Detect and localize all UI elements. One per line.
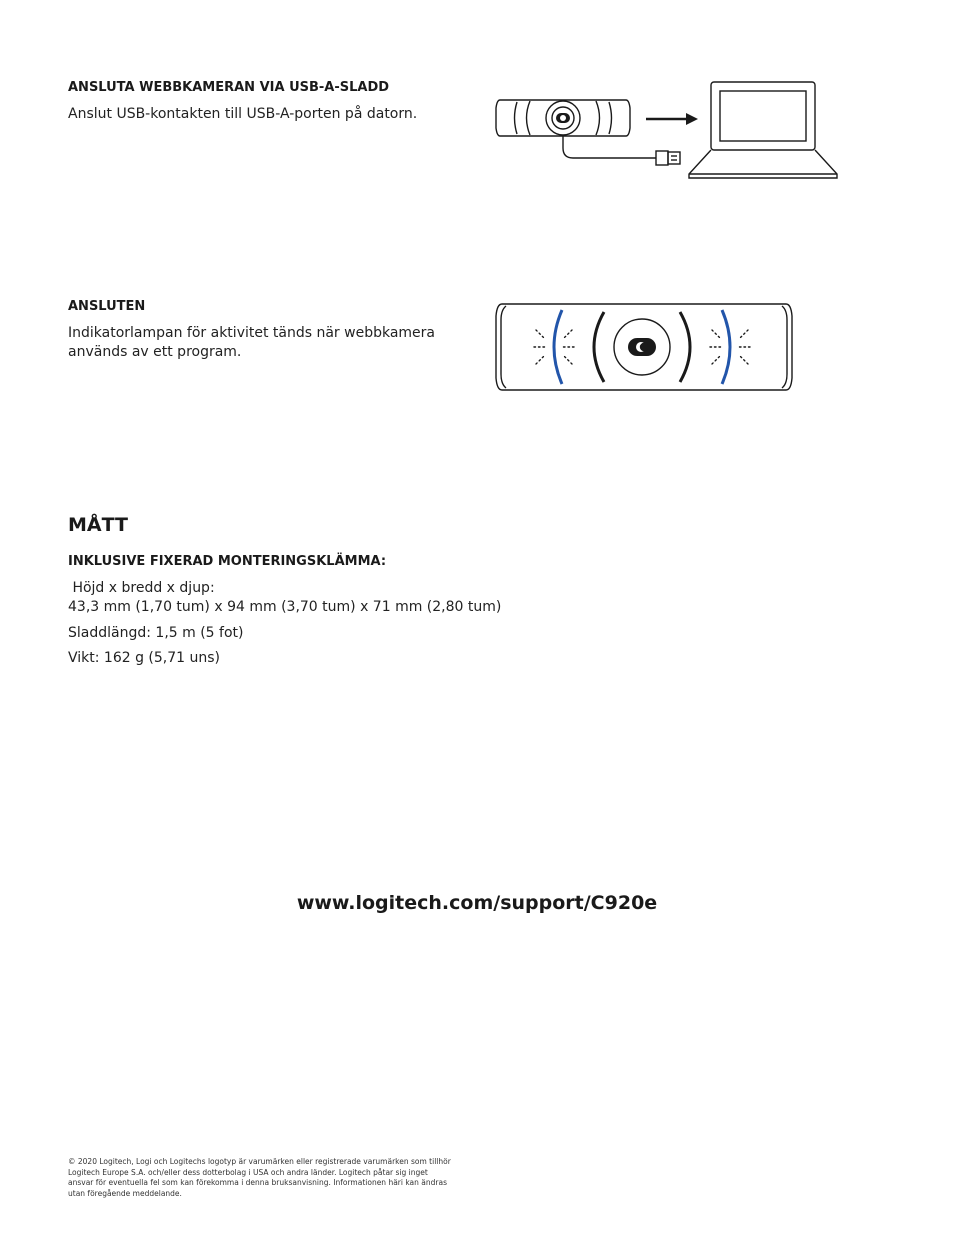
usb-section-body: Anslut USB-kontakten till USB-A-porten på datorn.	[68, 106, 418, 122]
connected-section-body-line2: används av ett program.	[68, 344, 242, 360]
usb-plug-icon	[656, 151, 680, 165]
legal-line: Logitech Europe S.A. och/eller dess dotterbolag i USA och andra länder. Logitech påtar sig inget	[68, 1167, 428, 1177]
arrow-right-icon	[646, 113, 698, 125]
usb-connection-illustration	[490, 78, 842, 184]
usb-section-title: ANSLUTA WEBBKAMERAN VIA USB-A-SLADD	[68, 80, 390, 95]
cable-length: Sladdlängd: 1,5 m (5 fot)	[68, 625, 244, 641]
legal-line: ansvar för eventuella fel som kan förekomma i denna bruksanvisning. Informationen häri kan ändras	[68, 1178, 447, 1187]
laptop-icon	[689, 82, 837, 178]
legal-line: © 2020 Logitech, Logi och Logitechs logotyp är varumärken eller registrerade varumärken som tillhör	[68, 1157, 451, 1166]
webcam-lit-icon	[492, 300, 796, 396]
connected-section-body-line1: Indikatorlampan för aktivitet tänds när webbkamera	[68, 325, 436, 341]
connected-section-title: ANSLUTEN	[68, 299, 146, 314]
legal-notice	[68, 1157, 508, 1199]
support-url[interactable]: www.logitech.com/support/C920e	[296, 892, 658, 914]
legal-line: utan föregående meddelande.	[68, 1188, 182, 1198]
weight: Vikt: 162 g (5,71 uns)	[68, 650, 221, 666]
dimensions-title: MÅTT	[68, 514, 128, 536]
webcam-icon	[496, 100, 656, 158]
dimensions-line2: 43,3 mm (1,70 tum) x 94 mm (3,70 tum) x 71 mm (2,80 tum)	[68, 599, 502, 615]
dimensions-subtitle: INKLUSIVE FIXERAD MONTERINGSKLÄMMA:	[68, 554, 387, 569]
dimensions-line1: Höjd x bredd x djup:	[68, 580, 215, 596]
